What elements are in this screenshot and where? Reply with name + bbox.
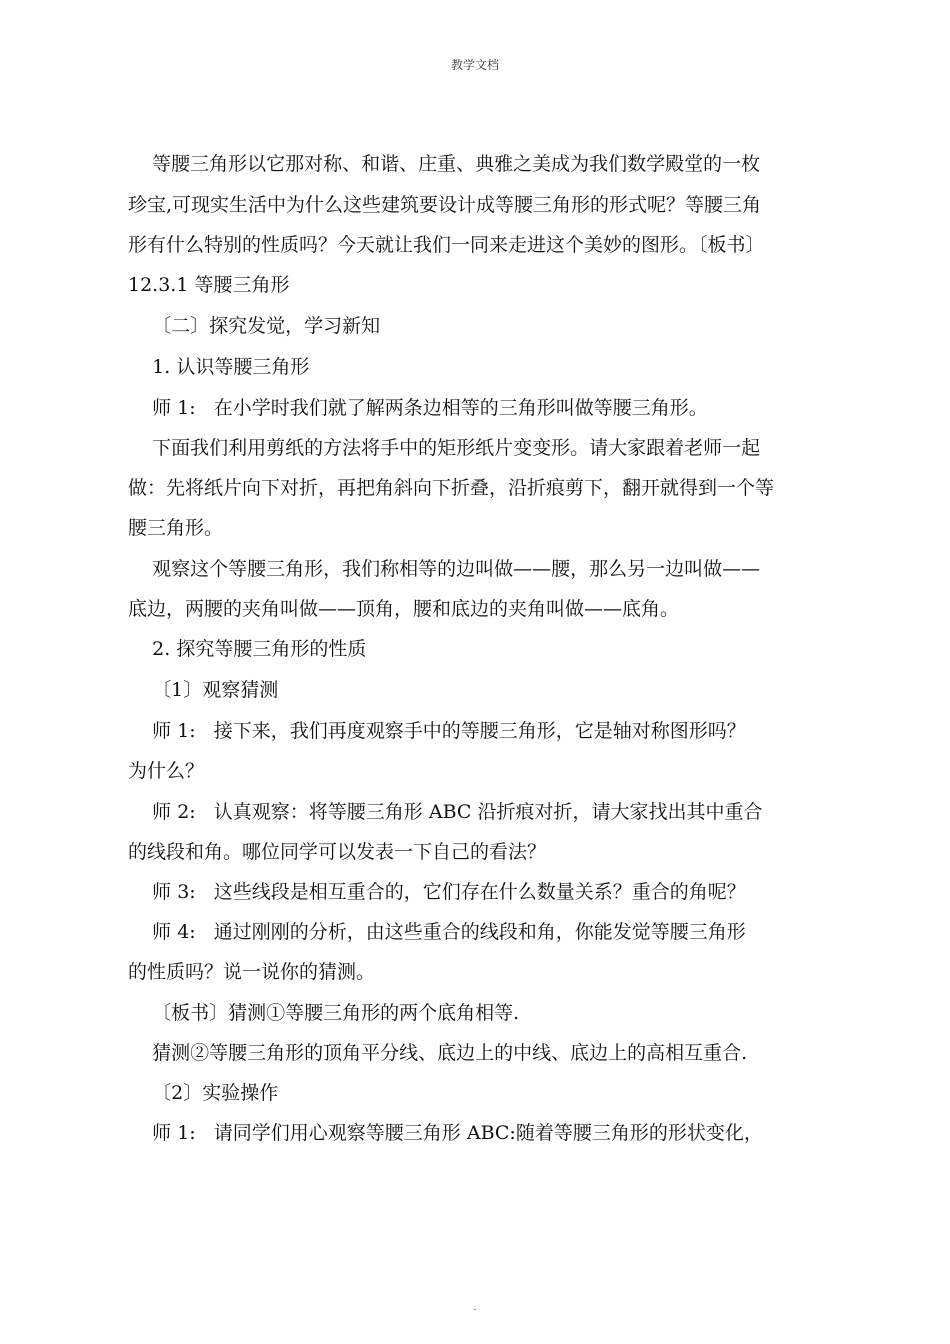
text-line: 下面我们利用剪纸的方法将手中的矩形纸片变变形。请大家跟着老师一起 — [128, 437, 761, 459]
text-line: 的线段和角。哪位同学可以发表一下自己的看法？ — [128, 841, 547, 863]
text-line: 底边，两腰的夹角叫做——顶角，腰和底边的夹角叫做——底角。 — [128, 598, 680, 620]
page-header: 教学文档 — [450, 58, 499, 72]
text-line: 12.3.1 等腰三角形 — [128, 274, 290, 296]
text-line: 师 2: 认真观察：将等腰三角形 ABC 沿折痕对折，请大家找出其中重合 — [128, 801, 763, 823]
text-line: 师 1: 接下来，我们再度观察手中的等腰三角形，它是轴对称图形吗？ — [128, 720, 746, 742]
text-line: 师 3: 这些线段是相互重合的，它们存在什么数量关系？重合的角呢？ — [128, 881, 746, 903]
text-line: 形有什么特别的性质吗？今天就让我们一同来走进这个美妙的图形。〔板书〕 — [128, 234, 765, 256]
text-line: 观察这个等腰三角形，我们称相等的边叫做——腰，那么另一边叫做—— — [128, 558, 761, 580]
text-line: 师 1: 请同学们用心观察等腰三角形 ABC:随着等腰三角形的形状变化， — [128, 1122, 763, 1144]
section-heading: 1. 认识等腰三角形 — [128, 356, 310, 378]
text-line: 师 1: 在小学时我们就了解两条边相等的三角形叫做等腰三角形。 — [128, 397, 708, 419]
text-line: 师 4: 通过刚刚的分析，由这些重合的线段和角，你能发觉等腰三角形 — [128, 921, 746, 943]
text-line: 等腰三角形以它那对称、和谐、庄重、典雅之美成为我们数学殿堂的一枚 — [128, 153, 761, 175]
text-line: 为什么？ — [128, 760, 205, 782]
section-heading: 2. 探究等腰三角形的性质 — [128, 638, 367, 660]
text-line: 〔板书〕猜测①等腰三角形的两个底角相等. — [128, 1002, 520, 1024]
text-line: 珍宝,可现实生活中为什么这些建筑要设计成等腰三角形的形式呢？等腰三角 — [128, 194, 762, 216]
text-line: 的性质吗？说一说你的猜测。 — [128, 961, 376, 983]
text-line: 猜测②等腰三角形的顶角平分线、底边上的中线、底边上的高相互重合. — [128, 1042, 748, 1064]
page-footer-mark: . — [473, 1302, 477, 1313]
section-heading: 〔2〕实验操作 — [128, 1082, 279, 1104]
section-heading: 〔1〕观察猜测 — [128, 679, 279, 701]
text-line: 腰三角形。 — [128, 517, 224, 539]
section-heading: 〔二〕探究发觉，学习新知 — [128, 315, 381, 337]
text-line: 做：先将纸片向下对折，再把角斜向下折叠，沿折痕剪下，翻开就得到一个等 — [128, 477, 775, 499]
